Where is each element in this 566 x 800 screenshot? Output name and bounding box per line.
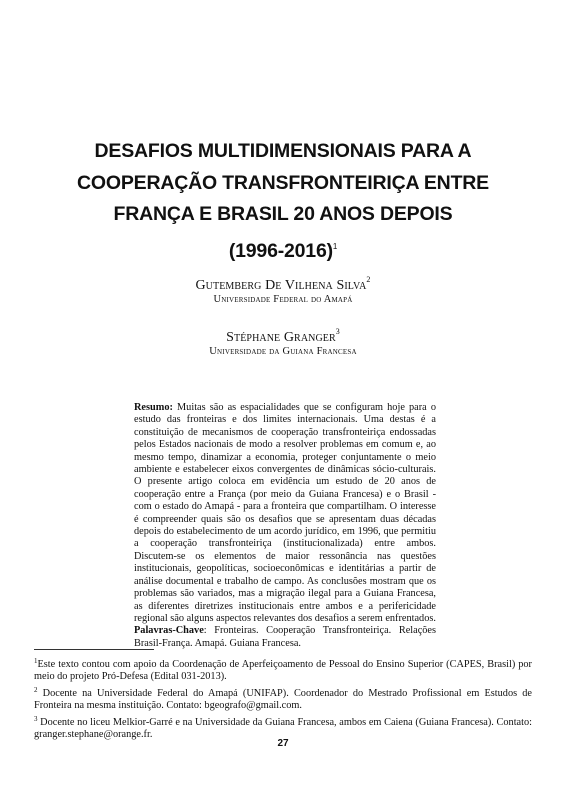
paper-title xyxy=(50,136,516,267)
abstract xyxy=(134,402,436,650)
title-line-2: COOPERAÇÃO TRANSFRONTEIRIÇA ENTRE xyxy=(77,171,489,194)
keywords-text: : Fronteiras. Cooperação Transfronteiriça. Relações Brasil-França. Amapá. Guiana Francesa. xyxy=(134,625,436,649)
footnote-mark: 3 xyxy=(34,714,38,723)
footnotes xyxy=(34,655,532,741)
abstract-label: Resumo: xyxy=(134,402,173,413)
author-block-2 xyxy=(0,327,566,357)
footnote-text: Docente no liceu Melkior-Garré e na Universidade da Guiana Francesa, ambos em Caiena (Guiana Francesa). Contato: granger.stephane@orange.fr. xyxy=(34,716,532,741)
footnote-mark: 2 xyxy=(34,685,38,694)
footnote xyxy=(34,684,532,713)
author-affiliation: Universidade da Guiana Francesa xyxy=(209,346,357,357)
abstract-paragraph xyxy=(134,402,436,625)
author-affiliation: Universidade Federal do Amapá xyxy=(213,294,353,305)
abstract-text: Muitas são as espacialidades que se configuram hoje para o estudo das fronteiras e dos limites internacionais. Uma destas é a constituição de mecanismos de cooperação transfronteiriça endossadas pelos Estados nacionais de modo a resolver problemas em comum e, ao mesmo tempo, dinamizar a economia, proteger conjuntamente o meio ambiente e estabelecer eixos convergentes de dinâmicas sócio-culturais. O presente artigo coloca em evidência um estudo de 20 anos de cooperação entre a França (por meio da Guiana Francesa) e o Brasil - com o estado do Amapá - para a fronteira que compartilham. O interesse é compreender quais são os desafios que se apresentam duas décadas depois do estabelecimento de um acordo jurídico, em 1996, que permitiu a cooperação transfronteiriça (institucionalizada) entre ambos. Discutem-se os elementos de maior ressonância nas questões institucionais, geopolíticas, socioeconômicas e identitárias a partir de análise documental e trabalho de campo. As conclusões mostram que os problemas são variados, mas a migração ilegal para a Guiana Francesa, as diferentes diretrizes institucionais entre ambos e a perifericidade regional são alguns aspectos relevantes dos desafios a serem enfrentados. xyxy=(134,402,436,624)
footnote-text: Este texto contou com apoio da Coordenação de Aperfeiçoamento de Pessoal do Ensino Superior (CAPES, Brasil) por meio do projeto Pró-Defesa (Edital 031-2013). xyxy=(34,659,532,683)
title-years: (1996-2016) xyxy=(228,239,333,262)
author-block-1 xyxy=(0,275,566,305)
footnote-mark: 1 xyxy=(34,657,38,665)
title-line-4 xyxy=(50,231,516,268)
title-footnote-mark: 1 xyxy=(332,241,338,251)
footnote xyxy=(34,655,532,684)
author-name-text: Stéphane Granger xyxy=(226,330,336,345)
author-name xyxy=(0,275,566,294)
title-line-1: DESAFIOS MULTIDIMENSIONAIS PARA A xyxy=(94,140,472,162)
author-footnote-mark: 3 xyxy=(335,327,340,336)
footnote-text: Docente na Universidade Federal do Amapá (UNIFAP). Coordenador do Mestrado Profissional em Estudos de Fronteira na mesma instituição. Contato: bgeografo@gmail.com. xyxy=(34,687,532,712)
page-number: 27 xyxy=(277,738,289,749)
keywords-paragraph xyxy=(134,625,436,650)
footnote-divider xyxy=(34,649,154,650)
title-line-3: FRANÇA E BRASIL 20 ANOS DEPOIS xyxy=(113,203,453,225)
keywords-label: Palavras-Chave xyxy=(134,625,204,637)
author-name-text: Gutemberg De Vilhena Silva xyxy=(195,278,367,293)
author-name xyxy=(0,327,566,346)
author-footnote-mark: 2 xyxy=(366,275,371,284)
